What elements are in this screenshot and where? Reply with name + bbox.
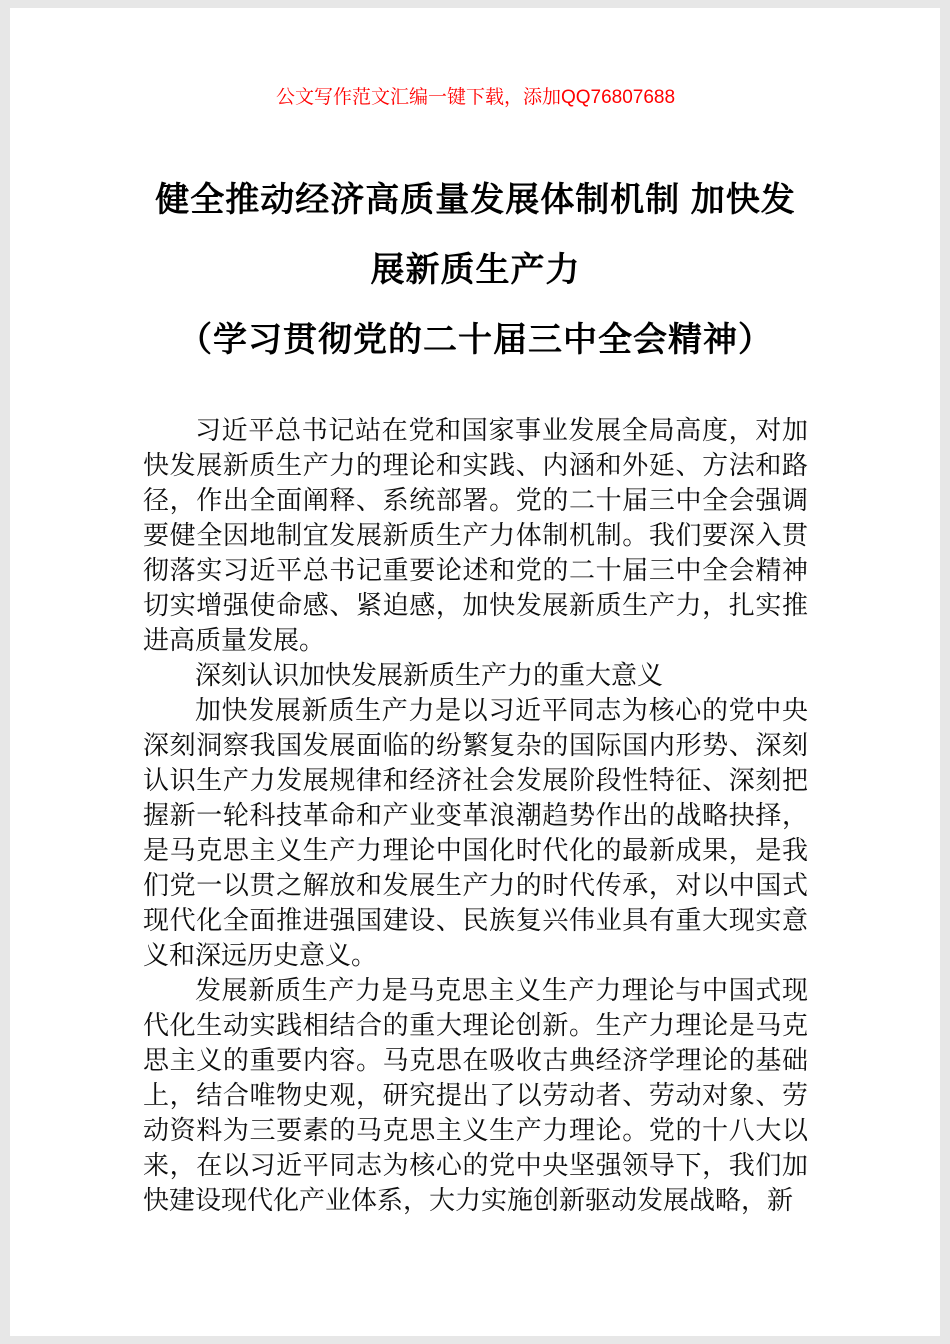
document-content xyxy=(10,8,940,1218)
document-title xyxy=(143,165,808,305)
document-title-line-2: 展新质生产力 xyxy=(370,251,581,289)
document-body xyxy=(143,413,808,1218)
document-title-line-1: 健全推动经济高质量发展体制机制 加快发 xyxy=(155,181,796,219)
promo-banner-text: 公文写作范文汇编一键下载，添加QQ76807688 xyxy=(275,87,676,108)
paragraph-1: 习近平总书记站在党和国家事业发展全局高度，对加快发展新质生产力的理论和实践、内涵和外延、方法和路径，作出全面阐释、系统部署。党的二十届三中全会强调要健全因地制宜发展新质生产力体制机制。我们要深入贯彻落实习近平总书记重要论述和党的二十届三中全会精神切实增强使命感、紧迫感，加快发展新质生产力，扎实推进高质量发展。 xyxy=(143,416,808,655)
section-heading: 深刻认识加快发展新质生产力的重大意义 xyxy=(195,661,664,690)
paragraph-3: 发展新质生产力是马克思主义生产力理论与中国式现代化生动实践相结合的重大理论创新。生产力理论是马克思主义的重要内容。马克思在吸收古典经济学理论的基础上，结合唯物史观，研究提出了以劳动者、劳动对象、劳动资料为三要素的马克思主义生产力理论。党的十八大以来，在以习近平同志为核心的党中央坚强领导下，我们加快建设现代化产业体系，大力实施创新驱动发展战略，新 xyxy=(143,976,808,1215)
document-page xyxy=(10,8,940,1336)
document-subtitle: （学习贯彻党的二十届三中全会精神） xyxy=(178,321,773,359)
paragraph-2: 加快发展新质生产力是以习近平同志为核心的党中央深刻洞察我国发展面临的纷繁复杂的国际国内形势、深刻认识生产力发展规律和经济社会发展阶段性特征、深刻把握新一轮科技革命和产业变革浪潮趋势作出的战略抉择，是马克思主义生产力理论中国化时代化的最新成果，是我们党一以贯之解放和发展生产力的时代传承，对以中国式现代化全面推进强国建设、民族复兴伟业具有重大现实意义和深远历史意义。 xyxy=(143,696,808,970)
